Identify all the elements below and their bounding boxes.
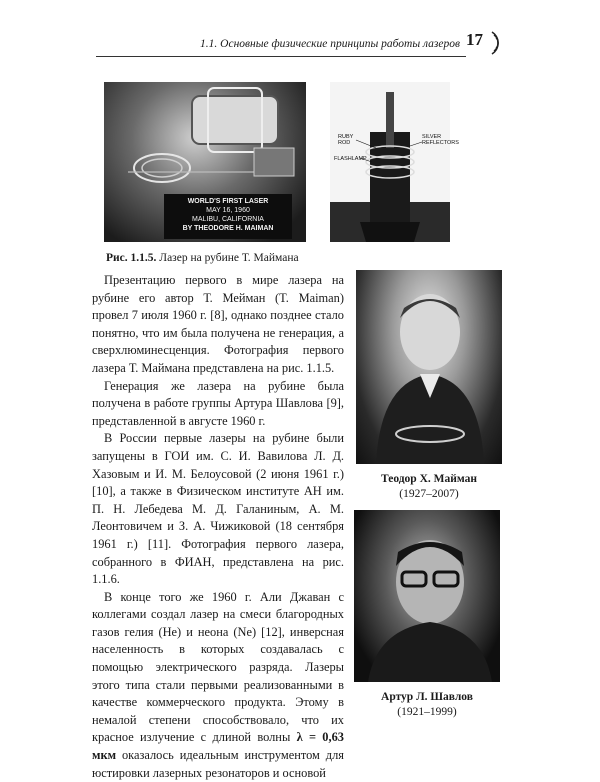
ruby-rod-label: RUBY ROD xyxy=(338,134,354,146)
ruby-laser-diagram-photo xyxy=(330,82,459,242)
body-paragraph: В России первые лазеры на рубине были запущены в ГОИ им. С. И. Вавилова Л. Д. Хазовым и И. М. Белоусовой (2 июня 1961 г.) [10], а также в Физическом институте АН им. П. Н. Лебедева М. Д. Галаниным, А. М. Леонтовичем и З. А. Чижиковой (18 сентября 1961 г.) [11]. Фотография первого лазера, собранного в ФИАН, представлена на рис. 1.1.6. xyxy=(92,431,344,587)
header-rule xyxy=(96,56,466,57)
figure-caption xyxy=(106,252,299,264)
shavlov-portrait xyxy=(354,510,500,682)
plaque-line: MALIBU, CALIFORNIA xyxy=(192,216,264,223)
plaque-line: MAY 16, 1960 xyxy=(206,207,250,214)
plaque-line: WORLD'S FIRST LASER xyxy=(187,198,269,205)
ruby-laser-illustration xyxy=(330,82,459,242)
first-laser-photo xyxy=(104,82,306,242)
shavlov-years: (1921–1999) xyxy=(397,706,457,718)
body-text-column xyxy=(92,272,344,782)
body-paragraph-end: оказалось идеальным инструментом для юстировки лазерных резонаторов и основой xyxy=(92,748,344,780)
figure-caption-label: Рис. 1.1.5. xyxy=(106,252,157,264)
figure-caption-text: Лазер на рубине Т. Маймана xyxy=(159,252,299,264)
shavlov-name: Артур Л. Шавлов xyxy=(381,691,473,703)
first-laser-plaque xyxy=(164,194,292,239)
maiman-caption xyxy=(344,472,514,502)
maiman-name: Теодор Х. Майман xyxy=(380,473,477,485)
body-paragraph xyxy=(92,589,344,782)
shavlov-caption xyxy=(342,690,512,720)
page-number: 17 xyxy=(466,30,483,49)
maiman-years: (1927–2007) xyxy=(399,488,459,500)
wavelength-formula: λ = 0,63 мкм xyxy=(92,730,344,763)
body-paragraph-intro: В конце того же 1960 г. Али Джаван с коллегами создал лазер на смеси благородных газов гелия (He) и неона (Ne) [12], инверсная населенность в которых создавалась с помощью электрического разряда. Лазеры этого типа стали первыми реализованными в качестве коммерческого продукта. Этому в немалой степени способствовало, что их красное излучение с длиной волны xyxy=(92,589,344,745)
running-header: 1.1. Основные физические принципы работы лазеров xyxy=(200,38,460,50)
plaque-line: BY THEODORE H. MAIMAN xyxy=(182,225,274,232)
page-number-ornament-icon xyxy=(480,28,510,58)
body-paragraph: Презентацию первого в мире лазера на рубине его автор Т. Мейман (T. Maiman) провел 7 июля 1960 г. [8], однако позднее стало понятно, что им была получена не генерация, а сверхлюминесценция. Фотография первого лазера Т. Майманa представлена на рис. 1.1.5. xyxy=(92,273,344,375)
maiman-portrait xyxy=(356,270,502,464)
flashlamp-label: FLASHLAMP xyxy=(334,156,367,162)
shavlov-portrait-illustration xyxy=(354,510,500,682)
body-paragraph: Генерация же лазера на рубине была получена в работе группы Артура Шавлова [9], представленной в августе 1960 г. xyxy=(92,378,344,428)
maiman-portrait-illustration xyxy=(356,270,502,464)
silver-reflectors-label: SILVER REFLECTORS xyxy=(422,134,459,146)
